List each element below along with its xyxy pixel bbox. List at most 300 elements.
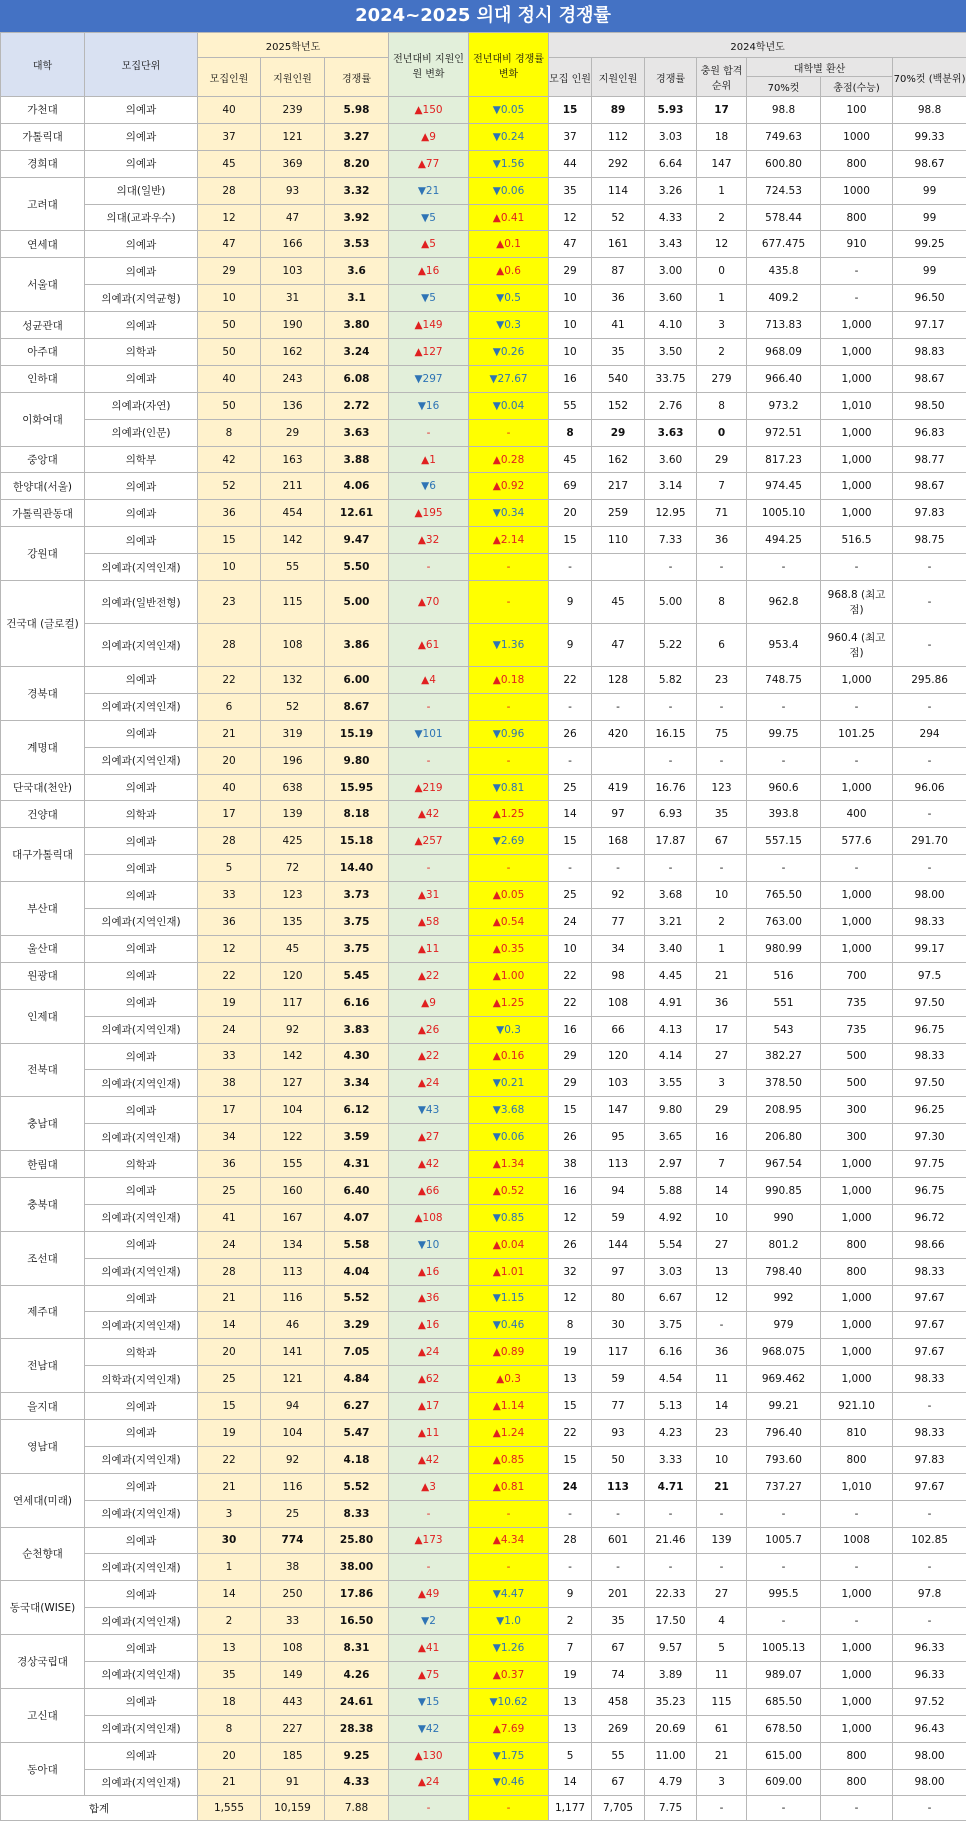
chungwon-cell: - bbox=[697, 747, 747, 774]
table-row bbox=[1, 554, 966, 581]
recruit-2024-cell: 26 bbox=[549, 1124, 592, 1151]
chungwon-cell: - bbox=[697, 1500, 747, 1527]
recruit-cell: 28 bbox=[198, 624, 261, 667]
total-score-cell: 1,010 bbox=[821, 1473, 893, 1500]
total-total-score-cell: - bbox=[821, 1796, 893, 1821]
applicants-cell: 29 bbox=[261, 419, 325, 446]
rate-change-cell: ▼1.15 bbox=[469, 1285, 549, 1312]
rate-cell: 16.50 bbox=[325, 1608, 389, 1635]
applicants-2024-cell: 93 bbox=[592, 1419, 645, 1446]
rate-2024-cell: 4.92 bbox=[645, 1204, 697, 1231]
total-score-cell: 1,000 bbox=[821, 500, 893, 527]
total-score-cell: 1,000 bbox=[821, 473, 893, 500]
applicants-2024-cell: 108 bbox=[592, 989, 645, 1016]
table-row bbox=[1, 1151, 966, 1178]
rate-change-cell: ▲0.16 bbox=[469, 1043, 549, 1070]
cut70-cell: 737.27 bbox=[747, 1473, 821, 1500]
applicants-2024-cell: 420 bbox=[592, 720, 645, 747]
pct70-cell: 96.72 bbox=[893, 1204, 966, 1231]
rate-2024-cell: 5.93 bbox=[645, 97, 697, 124]
applicants-cell: 227 bbox=[261, 1715, 325, 1742]
recruit-2024-cell: 9 bbox=[549, 624, 592, 667]
univ-name: 충남대 bbox=[1, 1097, 85, 1151]
app-change-cell: ▼21 bbox=[389, 177, 469, 204]
table-row bbox=[1, 855, 966, 882]
rate-2024-cell: 4.71 bbox=[645, 1473, 697, 1500]
pct70-cell: - bbox=[893, 1500, 966, 1527]
total-score-cell: 800 bbox=[821, 1258, 893, 1285]
rate-change-cell: ▼0.5 bbox=[469, 285, 549, 312]
applicants-2024-cell: 35 bbox=[592, 1608, 645, 1635]
recruit-cell: 21 bbox=[198, 1769, 261, 1796]
table-row bbox=[1, 1688, 966, 1715]
rate-change-cell: - bbox=[469, 1554, 549, 1581]
rate-change-cell: ▲7.69 bbox=[469, 1715, 549, 1742]
applicants-2024-cell: 161 bbox=[592, 231, 645, 258]
app-change-cell: ▼5 bbox=[389, 285, 469, 312]
recruit-cell: 50 bbox=[198, 312, 261, 339]
chungwon-cell: 2 bbox=[697, 339, 747, 366]
unit-name: 의예과 bbox=[85, 97, 198, 124]
total-score-cell: 960.4 (최고점) bbox=[821, 624, 893, 667]
applicants-cell: 638 bbox=[261, 774, 325, 801]
cut70-cell: 974.45 bbox=[747, 473, 821, 500]
recruit-cell: 20 bbox=[198, 1742, 261, 1769]
unit-name: 의예과 bbox=[85, 667, 198, 694]
pct70-cell: 97.67 bbox=[893, 1339, 966, 1366]
cut70-cell: 99.21 bbox=[747, 1393, 821, 1420]
rate-change-cell: ▲1.01 bbox=[469, 1258, 549, 1285]
rate-cell: 5.52 bbox=[325, 1285, 389, 1312]
applicants-cell: 116 bbox=[261, 1473, 325, 1500]
cut70-cell: - bbox=[747, 1500, 821, 1527]
applicants-2024-cell: 67 bbox=[592, 1635, 645, 1662]
applicants-cell: 38 bbox=[261, 1554, 325, 1581]
unit-name: 의예과(지역인재) bbox=[85, 1204, 198, 1231]
pct70-cell: 98.67 bbox=[893, 473, 966, 500]
recruit-2024-cell: 20 bbox=[549, 500, 592, 527]
table-row bbox=[1, 1742, 966, 1769]
rate-cell: 3.88 bbox=[325, 446, 389, 473]
table-row bbox=[1, 909, 966, 936]
rate-2024-cell: - bbox=[645, 554, 697, 581]
pct70-cell: 98.67 bbox=[893, 365, 966, 392]
rate-cell: 15.18 bbox=[325, 828, 389, 855]
recruit-cell: 37 bbox=[198, 123, 261, 150]
unit-name: 의예과 bbox=[85, 312, 198, 339]
chungwon-cell: 8 bbox=[697, 581, 747, 624]
applicants-2024-cell: 80 bbox=[592, 1285, 645, 1312]
header-2025: 2025학년도 bbox=[198, 33, 389, 58]
recruit-cell: 22 bbox=[198, 962, 261, 989]
unit-name: 의예과 bbox=[85, 828, 198, 855]
header-unit: 모집단위 bbox=[85, 33, 198, 97]
cut70-cell: 615.00 bbox=[747, 1742, 821, 1769]
unit-name: 의예과 bbox=[85, 527, 198, 554]
rate-2024-cell: 3.14 bbox=[645, 473, 697, 500]
applicants-2024-cell: - bbox=[592, 693, 645, 720]
recruit-cell: 1 bbox=[198, 1554, 261, 1581]
app-change-cell: ▲9 bbox=[389, 123, 469, 150]
rate-change-cell: ▼0.3 bbox=[469, 312, 549, 339]
recruit-cell: 36 bbox=[198, 500, 261, 527]
applicants-2024-cell: 162 bbox=[592, 446, 645, 473]
recruit-cell: 23 bbox=[198, 581, 261, 624]
applicants-cell: 142 bbox=[261, 1043, 325, 1070]
unit-name: 의예과 bbox=[85, 1043, 198, 1070]
chungwon-cell: 27 bbox=[697, 1043, 747, 1070]
recruit-cell: 36 bbox=[198, 1151, 261, 1178]
rate-change-cell: - bbox=[469, 855, 549, 882]
rate-2024-cell: 4.13 bbox=[645, 1016, 697, 1043]
unit-name: 의예과 bbox=[85, 1231, 198, 1258]
unit-name: 의예과 bbox=[85, 1419, 198, 1446]
app-change-cell: ▲32 bbox=[389, 527, 469, 554]
recruit-cell: 35 bbox=[198, 1661, 261, 1688]
applicants-cell: 136 bbox=[261, 392, 325, 419]
chungwon-cell: 10 bbox=[697, 882, 747, 909]
recruit-2024-cell: 10 bbox=[549, 312, 592, 339]
total-score-cell: 1,000 bbox=[821, 935, 893, 962]
pct70-cell: 97.52 bbox=[893, 1688, 966, 1715]
unit-name: 의예과(인문) bbox=[85, 419, 198, 446]
recruit-2024-cell: 19 bbox=[549, 1339, 592, 1366]
unit-name: 의예과(지역인재) bbox=[85, 1312, 198, 1339]
rate-2024-cell: 17.50 bbox=[645, 1608, 697, 1635]
cut70-cell: 1005.7 bbox=[747, 1527, 821, 1554]
recruit-cell: 24 bbox=[198, 1231, 261, 1258]
unit-name: 의예과 bbox=[85, 1635, 198, 1662]
recruit-2024-cell: 29 bbox=[549, 1043, 592, 1070]
app-change-cell: ▲70 bbox=[389, 581, 469, 624]
chungwon-cell: - bbox=[697, 693, 747, 720]
rate-cell: 4.26 bbox=[325, 1661, 389, 1688]
total-score-cell: 810 bbox=[821, 1419, 893, 1446]
app-change-cell: ▲42 bbox=[389, 801, 469, 828]
recruit-cell: 19 bbox=[198, 1419, 261, 1446]
rate-change-cell: - bbox=[469, 747, 549, 774]
applicants-cell: 163 bbox=[261, 446, 325, 473]
applicants-cell: 127 bbox=[261, 1070, 325, 1097]
total-score-cell: 500 bbox=[821, 1070, 893, 1097]
univ-name: 경희대 bbox=[1, 150, 85, 177]
pct70-cell: 96.83 bbox=[893, 419, 966, 446]
recruit-cell: 5 bbox=[198, 855, 261, 882]
chungwon-cell: 71 bbox=[697, 500, 747, 527]
applicants-2024-cell: 419 bbox=[592, 774, 645, 801]
recruit-cell: 15 bbox=[198, 527, 261, 554]
table-row bbox=[1, 935, 966, 962]
total-score-cell: 1,000 bbox=[821, 446, 893, 473]
applicants-cell: 117 bbox=[261, 989, 325, 1016]
applicants-2024-cell: - bbox=[592, 1554, 645, 1581]
pct70-cell: 96.75 bbox=[893, 1016, 966, 1043]
pct70-cell: 96.43 bbox=[893, 1715, 966, 1742]
total-score-cell: - bbox=[821, 1608, 893, 1635]
applicants-2024-cell: 269 bbox=[592, 1715, 645, 1742]
app-change-cell: ▲26 bbox=[389, 1016, 469, 1043]
recruit-cell: 22 bbox=[198, 1446, 261, 1473]
app-change-cell: ▲62 bbox=[389, 1366, 469, 1393]
total-label: 합계 bbox=[1, 1796, 198, 1821]
rate-change-cell: ▼0.05 bbox=[469, 97, 549, 124]
chungwon-cell: 16 bbox=[697, 1124, 747, 1151]
univ-name: 순천향대 bbox=[1, 1527, 85, 1581]
applicants-2024-cell: 67 bbox=[592, 1769, 645, 1796]
rate-change-cell: ▲1.34 bbox=[469, 1151, 549, 1178]
rate-2024-cell: 3.40 bbox=[645, 935, 697, 962]
app-change-cell: ▲61 bbox=[389, 624, 469, 667]
rate-2024-cell: 3.68 bbox=[645, 882, 697, 909]
rate-cell: 5.52 bbox=[325, 1473, 389, 1500]
recruit-2024-cell: 10 bbox=[549, 339, 592, 366]
table-row bbox=[1, 1527, 966, 1554]
applicants-2024-cell: 259 bbox=[592, 500, 645, 527]
univ-name: 이화여대 bbox=[1, 392, 85, 446]
rate-change-cell: ▼1.36 bbox=[469, 624, 549, 667]
app-change-cell: ▲149 bbox=[389, 312, 469, 339]
cut70-cell: 765.50 bbox=[747, 882, 821, 909]
applicants-2024-cell: 103 bbox=[592, 1070, 645, 1097]
recruit-cell: 52 bbox=[198, 473, 261, 500]
table-row bbox=[1, 989, 966, 1016]
applicants-2024-cell: 152 bbox=[592, 392, 645, 419]
rate-cell: 5.98 bbox=[325, 97, 389, 124]
rate-change-cell: ▼1.75 bbox=[469, 1742, 549, 1769]
rate-change-cell: ▼1.0 bbox=[469, 1608, 549, 1635]
recruit-2024-cell: 5 bbox=[549, 1742, 592, 1769]
rate-2024-cell: 22.33 bbox=[645, 1581, 697, 1608]
univ-name: 인제대 bbox=[1, 989, 85, 1043]
pct70-cell: 98.33 bbox=[893, 1043, 966, 1070]
applicants-2024-cell: 112 bbox=[592, 123, 645, 150]
app-change-cell: ▲42 bbox=[389, 1446, 469, 1473]
app-change-cell: ▲24 bbox=[389, 1769, 469, 1796]
app-change-cell: ▼297 bbox=[389, 365, 469, 392]
chungwon-cell: 29 bbox=[697, 446, 747, 473]
recruit-cell: 28 bbox=[198, 1258, 261, 1285]
recruit-2024-cell: 13 bbox=[549, 1688, 592, 1715]
total-score-cell: 1,000 bbox=[821, 882, 893, 909]
cut70-cell: 968.09 bbox=[747, 339, 821, 366]
recruit-2024-cell: 24 bbox=[549, 909, 592, 936]
applicants-cell: 94 bbox=[261, 1393, 325, 1420]
applicants-cell: 93 bbox=[261, 177, 325, 204]
rate-change-cell: ▲1.00 bbox=[469, 962, 549, 989]
recruit-cell: 40 bbox=[198, 97, 261, 124]
rate-change-cell: ▼0.06 bbox=[469, 1124, 549, 1151]
rate-change-cell: ▲0.52 bbox=[469, 1177, 549, 1204]
chungwon-cell: 3 bbox=[697, 1769, 747, 1796]
header-total: 총점(수능) bbox=[821, 77, 893, 97]
total-score-cell: 1,000 bbox=[821, 312, 893, 339]
rate-2024-cell: 4.10 bbox=[645, 312, 697, 339]
recruit-2024-cell: 14 bbox=[549, 1769, 592, 1796]
unit-name: 의예과(지역인재) bbox=[85, 1554, 198, 1581]
recruit-cell: 21 bbox=[198, 720, 261, 747]
rate-change-cell: ▲0.92 bbox=[469, 473, 549, 500]
cut70-cell: 378.50 bbox=[747, 1070, 821, 1097]
cut70-cell: 979 bbox=[747, 1312, 821, 1339]
rate-change-cell: ▼0.34 bbox=[469, 500, 549, 527]
app-change-cell: - bbox=[389, 693, 469, 720]
applicants-cell: 123 bbox=[261, 882, 325, 909]
rate-change-cell: ▼0.06 bbox=[469, 177, 549, 204]
chungwon-cell: 14 bbox=[697, 1393, 747, 1420]
recruit-cell: 28 bbox=[198, 828, 261, 855]
header-recruit: 모집인원 bbox=[198, 58, 261, 97]
recruit-2024-cell: 22 bbox=[549, 989, 592, 1016]
applicants-2024-cell: 144 bbox=[592, 1231, 645, 1258]
cut70-cell: - bbox=[747, 554, 821, 581]
chungwon-cell: 1 bbox=[697, 935, 747, 962]
recruit-2024-cell: 35 bbox=[549, 177, 592, 204]
app-change-cell: ▼43 bbox=[389, 1097, 469, 1124]
unit-name: 의예과 bbox=[85, 935, 198, 962]
total-score-cell: - bbox=[821, 747, 893, 774]
applicants-2024-cell: 120 bbox=[592, 1043, 645, 1070]
pct70-cell: - bbox=[893, 581, 966, 624]
cut70-cell: 678.50 bbox=[747, 1715, 821, 1742]
total-score-cell: 1,000 bbox=[821, 1688, 893, 1715]
recruit-2024-cell: 13 bbox=[549, 1366, 592, 1393]
pct70-cell: 98.00 bbox=[893, 882, 966, 909]
chungwon-cell: 1 bbox=[697, 177, 747, 204]
univ-name: 연세대(미래) bbox=[1, 1473, 85, 1527]
recruit-2024-cell: - bbox=[549, 1500, 592, 1527]
chungwon-cell: 3 bbox=[697, 312, 747, 339]
total-score-cell: 1000 bbox=[821, 177, 893, 204]
cut70-cell: 798.40 bbox=[747, 1258, 821, 1285]
pct70-cell: 97.67 bbox=[893, 1312, 966, 1339]
pct70-cell: 98.67 bbox=[893, 150, 966, 177]
unit-name: 의예과(지역인재) bbox=[85, 1016, 198, 1043]
total-score-cell: 921.10 bbox=[821, 1393, 893, 1420]
unit-name: 의예과 bbox=[85, 1177, 198, 1204]
header-chungwon: 충원 합격순위 bbox=[697, 58, 747, 97]
table-row bbox=[1, 1608, 966, 1635]
chungwon-cell: 10 bbox=[697, 1446, 747, 1473]
rate-change-cell: ▼1.26 bbox=[469, 1635, 549, 1662]
rate-2024-cell: 9.57 bbox=[645, 1635, 697, 1662]
rate-cell: 6.16 bbox=[325, 989, 389, 1016]
cut70-cell: 543 bbox=[747, 1016, 821, 1043]
table-row bbox=[1, 1446, 966, 1473]
pct70-cell: 97.50 bbox=[893, 1070, 966, 1097]
rate-2024-cell: - bbox=[645, 747, 697, 774]
recruit-2024-cell: 15 bbox=[549, 1446, 592, 1473]
rate-2024-cell: 5.88 bbox=[645, 1177, 697, 1204]
cut70-cell: 557.15 bbox=[747, 828, 821, 855]
applicants-cell: 45 bbox=[261, 935, 325, 962]
chungwon-cell: 7 bbox=[697, 1151, 747, 1178]
app-change-cell: ▲58 bbox=[389, 909, 469, 936]
applicants-cell: 55 bbox=[261, 554, 325, 581]
unit-name: 의예과 bbox=[85, 1285, 198, 1312]
table-row bbox=[1, 1070, 966, 1097]
recruit-2024-cell: 45 bbox=[549, 446, 592, 473]
pct70-cell: 98.00 bbox=[893, 1769, 966, 1796]
univ-name: 원광대 bbox=[1, 962, 85, 989]
table-row bbox=[1, 1769, 966, 1796]
total-score-cell: 1,000 bbox=[821, 1285, 893, 1312]
total-score-cell: 968.8 (최고점) bbox=[821, 581, 893, 624]
rate-cell: 3.32 bbox=[325, 177, 389, 204]
rate-change-cell: ▲0.04 bbox=[469, 1231, 549, 1258]
applicants-cell: 135 bbox=[261, 909, 325, 936]
unit-name: 의예과 bbox=[85, 1688, 198, 1715]
cut70-cell: 817.23 bbox=[747, 446, 821, 473]
applicants-cell: 92 bbox=[261, 1016, 325, 1043]
table-row bbox=[1, 720, 966, 747]
applicants-cell: 155 bbox=[261, 1151, 325, 1178]
total-score-cell: 1,000 bbox=[821, 419, 893, 446]
unit-name: 의학과(지역인재) bbox=[85, 1366, 198, 1393]
total-score-cell: 1008 bbox=[821, 1527, 893, 1554]
app-change-cell: ▲11 bbox=[389, 935, 469, 962]
recruit-cell: 36 bbox=[198, 909, 261, 936]
table-row bbox=[1, 1231, 966, 1258]
rate-2024-cell: 4.14 bbox=[645, 1043, 697, 1070]
app-change-cell: ▲127 bbox=[389, 339, 469, 366]
cut70-cell: 953.4 bbox=[747, 624, 821, 667]
univ-name: 을지대 bbox=[1, 1393, 85, 1420]
rate-2024-cell: 4.91 bbox=[645, 989, 697, 1016]
recruit-2024-cell: - bbox=[549, 1554, 592, 1581]
recruit-cell: 8 bbox=[198, 419, 261, 446]
rate-cell: 3.53 bbox=[325, 231, 389, 258]
table-row bbox=[1, 581, 966, 624]
total-chungwon-cell: - bbox=[697, 1796, 747, 1821]
applicants-cell: 774 bbox=[261, 1527, 325, 1554]
total-score-cell: 1,000 bbox=[821, 1151, 893, 1178]
univ-name: 가톨릭대 bbox=[1, 123, 85, 150]
recruit-2024-cell: - bbox=[549, 693, 592, 720]
cut70-cell: 677.475 bbox=[747, 231, 821, 258]
chungwon-cell: 13 bbox=[697, 1258, 747, 1285]
rate-2024-cell: 33.75 bbox=[645, 365, 697, 392]
rate-2024-cell: 5.82 bbox=[645, 667, 697, 694]
applicants-2024-cell: 34 bbox=[592, 935, 645, 962]
rate-2024-cell: 3.26 bbox=[645, 177, 697, 204]
chungwon-cell: 3 bbox=[697, 1070, 747, 1097]
rate-2024-cell: 7.33 bbox=[645, 527, 697, 554]
chungwon-cell: 7 bbox=[697, 473, 747, 500]
rate-cell: 5.45 bbox=[325, 962, 389, 989]
unit-name: 의예과(지역인재) bbox=[85, 909, 198, 936]
table-row bbox=[1, 446, 966, 473]
table-row bbox=[1, 204, 966, 231]
univ-name: 영남대 bbox=[1, 1419, 85, 1473]
rate-change-cell: ▲4.34 bbox=[469, 1527, 549, 1554]
applicants-cell: 243 bbox=[261, 365, 325, 392]
rate-cell: 6.27 bbox=[325, 1393, 389, 1420]
applicants-2024-cell: 540 bbox=[592, 365, 645, 392]
rate-change-cell: ▲0.1 bbox=[469, 231, 549, 258]
univ-name: 인하대 bbox=[1, 365, 85, 392]
table-row bbox=[1, 1124, 966, 1151]
table-row bbox=[1, 1500, 966, 1527]
applicants-2024-cell: 59 bbox=[592, 1204, 645, 1231]
applicants-cell: 166 bbox=[261, 231, 325, 258]
recruit-cell: 24 bbox=[198, 1016, 261, 1043]
unit-name: 의예과 bbox=[85, 1097, 198, 1124]
rate-cell: 8.18 bbox=[325, 801, 389, 828]
rate-change-cell: ▲1.25 bbox=[469, 801, 549, 828]
applicants-2024-cell: 201 bbox=[592, 1581, 645, 1608]
header-univ: 대학 bbox=[1, 33, 85, 97]
chungwon-cell: 75 bbox=[697, 720, 747, 747]
